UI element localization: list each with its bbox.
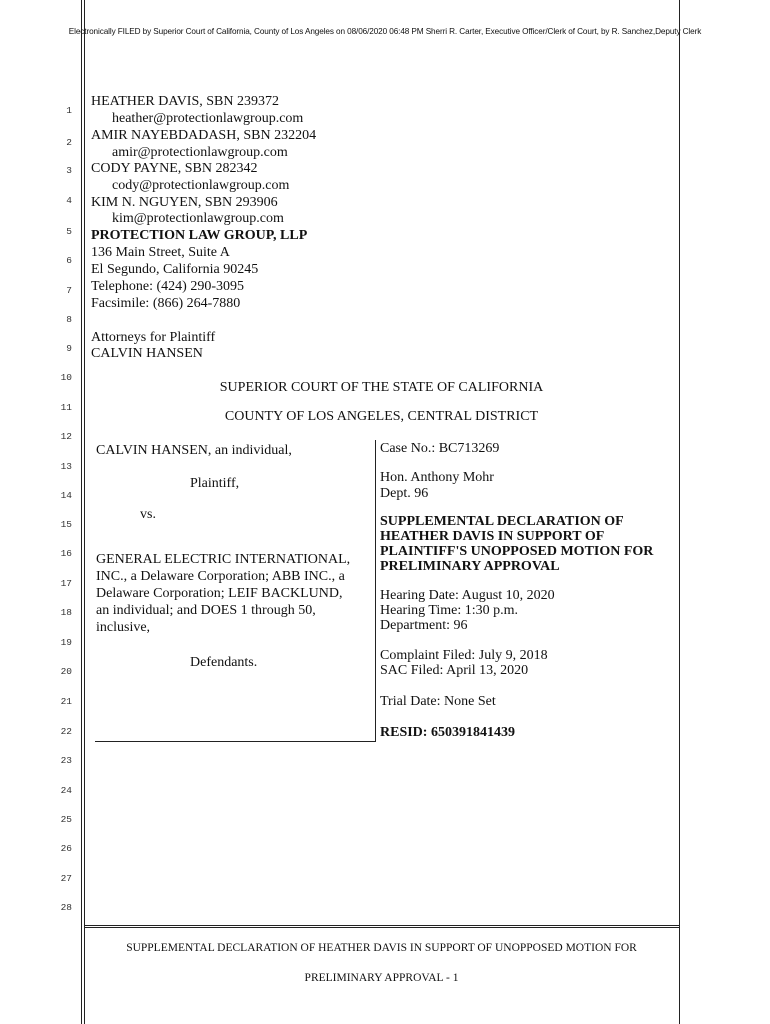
line-number: 8: [66, 314, 72, 325]
firm-telephone: Telephone: (424) 290-3095: [91, 279, 244, 294]
line-number: 14: [60, 490, 72, 501]
court-name: SUPERIOR COURT OF THE STATE OF CALIFORNIA: [219, 380, 544, 395]
footer-rule-upper: [84, 925, 679, 926]
line-number: 13: [60, 461, 72, 472]
firm-address-line2: El Segundo, California 90245: [91, 262, 259, 277]
line-number: 27: [60, 873, 72, 884]
firm-address-line1: 136 Main Street, Suite A: [91, 245, 230, 260]
line-number: 10: [60, 372, 72, 383]
right-margin-rule: [679, 0, 680, 1024]
line-number: 15: [60, 519, 72, 530]
line-number: 16: [60, 548, 72, 559]
left-margin-rule-outer: [81, 0, 82, 1024]
department: Department: 96: [380, 618, 468, 633]
sac-filed: SAC Filed: April 13, 2020: [380, 663, 529, 678]
line-number: 18: [60, 607, 72, 618]
line-number: 9: [66, 343, 72, 354]
defendants-line: GENERAL ELECTRIC INTERNATIONAL,: [96, 552, 351, 567]
attorney-name: AMIR NAYEBDADASH, SBN 232204: [91, 128, 317, 143]
left-margin-rule-inner: [84, 0, 85, 1024]
hearing-time: Hearing Time: 1:30 p.m.: [380, 603, 519, 618]
case-number: Case No.: BC713269: [380, 441, 500, 456]
footer-rule-lower: [84, 927, 679, 928]
footer-line2: PRELIMINARY APPROVAL - 1: [304, 972, 459, 984]
hearing-date: Hearing Date: August 10, 2020: [380, 588, 555, 603]
defendants-line: an individual; and DOES 1 through 50,: [96, 603, 316, 618]
firm-facsimile: Facsimile: (866) 264-7880: [91, 296, 241, 311]
defendants-line: inclusive,: [96, 620, 151, 635]
attorney-name: KIM N. NGUYEN, SBN 293906: [91, 195, 278, 210]
line-number: 20: [60, 666, 72, 677]
line-number: 7: [66, 285, 72, 296]
defendant-role: Defendants.: [190, 655, 258, 670]
defendants-line: Delaware Corporation; LEIF BACKLUND,: [96, 586, 343, 601]
line-number: 1: [66, 105, 72, 116]
line-number: 6: [66, 255, 72, 266]
line-number: 5: [66, 226, 72, 237]
client-name: CALVIN HANSEN: [91, 346, 203, 361]
line-number: 26: [60, 843, 72, 854]
document-title-line: SUPPLEMENTAL DECLARATION OF: [380, 514, 624, 529]
document-title-line: PLAINTIFF'S UNOPPOSED MOTION FOR: [380, 544, 654, 559]
caption-bottom-rule: [95, 741, 376, 742]
plaintiff-name: CALVIN HANSEN, an individual,: [96, 443, 292, 458]
trial-date: Trial Date: None Set: [380, 694, 496, 709]
line-number: 12: [60, 431, 72, 442]
attorney-name: HEATHER DAVIS, SBN 239372: [91, 94, 279, 109]
line-number: 19: [60, 637, 72, 648]
line-number: 23: [60, 755, 72, 766]
attorney-name: CODY PAYNE, SBN 282342: [91, 161, 258, 176]
caption-divider: [375, 440, 376, 741]
document-title-line: HEATHER DAVIS IN SUPPORT OF: [380, 529, 605, 544]
plaintiff-role: Plaintiff,: [190, 476, 240, 491]
judge: Hon. Anthony Mohr: [380, 470, 494, 485]
filing-stamp: Electronically FILED by Superior Court of California, County of Los Angeles on 08/06/2020 06:48 PM Sherri R. Carter, Executive Officer/Clerk of Court, by R. Sanchez,Deputy Clerk: [68, 27, 702, 36]
attorney-email: kim@protectionlawgroup.com: [112, 211, 284, 226]
defendants-line: INC., a Delaware Corporation; ABB INC., a: [96, 569, 345, 584]
line-number: 28: [60, 902, 72, 913]
resid: RESID: 650391841439: [380, 725, 515, 740]
versus: vs.: [140, 507, 156, 522]
document-title-line: PRELIMINARY APPROVAL: [380, 559, 560, 574]
attorney-email: heather@protectionlawgroup.com: [112, 111, 304, 126]
attorney-email: cody@protectionlawgroup.com: [112, 178, 290, 193]
attorneys-for: Attorneys for Plaintiff: [91, 330, 216, 345]
dept: Dept. 96: [380, 486, 429, 501]
line-number: 22: [60, 726, 72, 737]
line-number: 25: [60, 814, 72, 825]
court-district: COUNTY OF LOS ANGELES, CENTRAL DISTRICT: [224, 409, 539, 424]
line-number: 2: [66, 137, 72, 148]
footer-line1: SUPPLEMENTAL DECLARATION OF HEATHER DAVIS IN SUPPORT OF UNOPPOSED MOTION FOR: [126, 942, 637, 954]
line-number: 17: [60, 578, 72, 589]
firm-name: PROTECTION LAW GROUP, LLP: [91, 228, 308, 243]
line-number: 3: [66, 165, 72, 176]
line-number: 4: [66, 195, 72, 206]
attorney-email: amir@protectionlawgroup.com: [112, 145, 288, 160]
line-number: 11: [60, 402, 72, 413]
line-number: 21: [60, 696, 72, 707]
complaint-filed: Complaint Filed: July 9, 2018: [380, 648, 548, 663]
line-number: 24: [60, 785, 72, 796]
